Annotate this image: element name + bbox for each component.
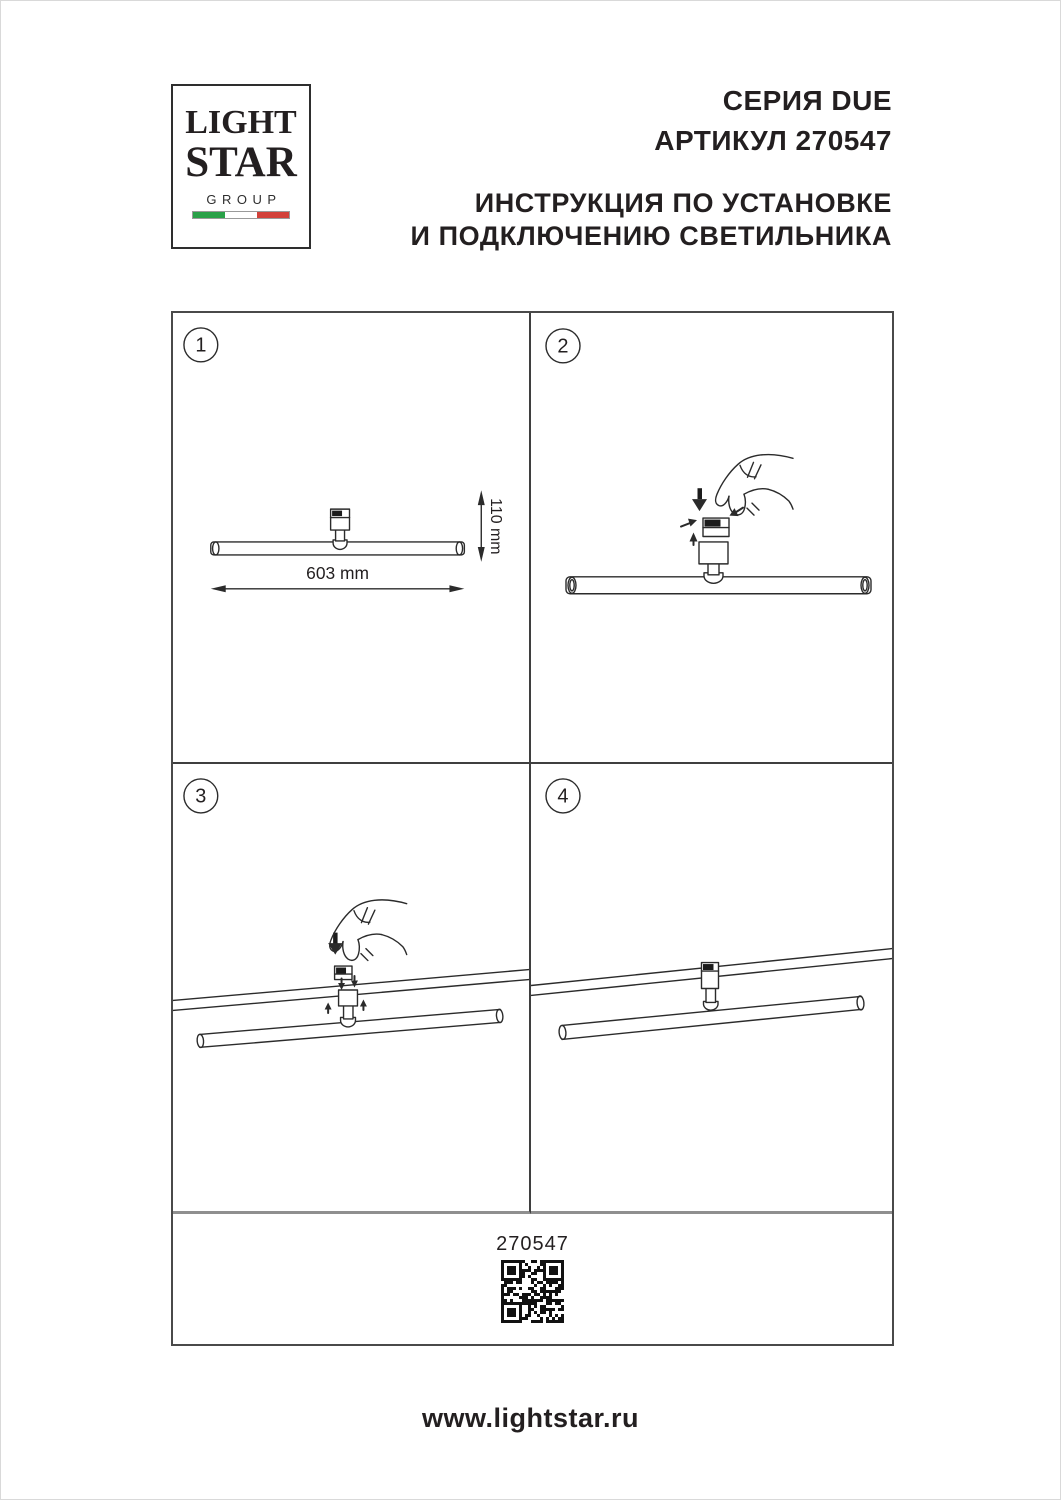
- mount-box: [339, 990, 358, 1006]
- series-title: СЕРИЯ DUE: [722, 85, 892, 116]
- logo-word-star: STAR: [185, 139, 297, 186]
- instruction-line-2: И ПОДКЛЮЧЕНИЮ СВЕТИЛЬНИКА: [410, 221, 892, 251]
- panel-2-adapter-insert: [531, 313, 892, 764]
- panel-1-dimensions: [173, 313, 531, 764]
- italian-flag-icon: [192, 211, 290, 219]
- hand-illustration: [330, 900, 407, 961]
- step-number: 2: [557, 335, 569, 358]
- instruction-title: [411, 187, 892, 253]
- article-qr-strip: [173, 1214, 892, 1344]
- adapter-contact: [705, 520, 721, 527]
- mount-stem: [344, 1005, 353, 1019]
- qr-code: [501, 1260, 564, 1323]
- flag-green-stripe: [193, 212, 225, 218]
- mount-stem: [706, 988, 716, 1003]
- mount-box: [699, 542, 728, 564]
- mount-contact: [703, 964, 714, 970]
- track-attach-diagram: [173, 764, 529, 1211]
- hand-illustration: [716, 455, 793, 516]
- adapter-insert-diagram: [531, 313, 892, 762]
- step-number: 1: [195, 334, 207, 357]
- panel-4-mounted: [531, 764, 892, 1214]
- panel-grid: [171, 311, 894, 1346]
- step-number: 4: [557, 785, 569, 808]
- fixture-dimension-diagram: [173, 313, 529, 762]
- lightstar-logo: [171, 84, 311, 249]
- logo-word-light: LIGHT: [185, 104, 297, 141]
- dimension-height-label: 110 mm: [487, 498, 505, 555]
- mount-stem: [336, 529, 345, 541]
- mount-stem: [708, 563, 719, 575]
- instruction-line-1: ИНСТРУКЦИЯ ПО УСТАНОВКЕ: [474, 188, 892, 218]
- mount-contact: [332, 511, 342, 516]
- website-url: www.lightstar.ru: [421, 1403, 640, 1433]
- logo-word-group: GROUP: [206, 192, 282, 207]
- flag-red-stripe: [257, 212, 289, 218]
- dimension-width-label: 603 mm: [306, 562, 370, 583]
- flag-white-stripe: [225, 212, 257, 218]
- panel-3-track-attach: [173, 764, 531, 1214]
- header-block: [411, 81, 892, 253]
- press-down-arrow: [698, 488, 703, 499]
- step-number: 3: [195, 785, 207, 808]
- article-title: АРТИКУЛ 270547: [654, 125, 892, 156]
- article-number: 270547: [496, 1233, 569, 1255]
- adapter-contact: [336, 968, 346, 974]
- mounted-fixture-diagram: [531, 764, 892, 1211]
